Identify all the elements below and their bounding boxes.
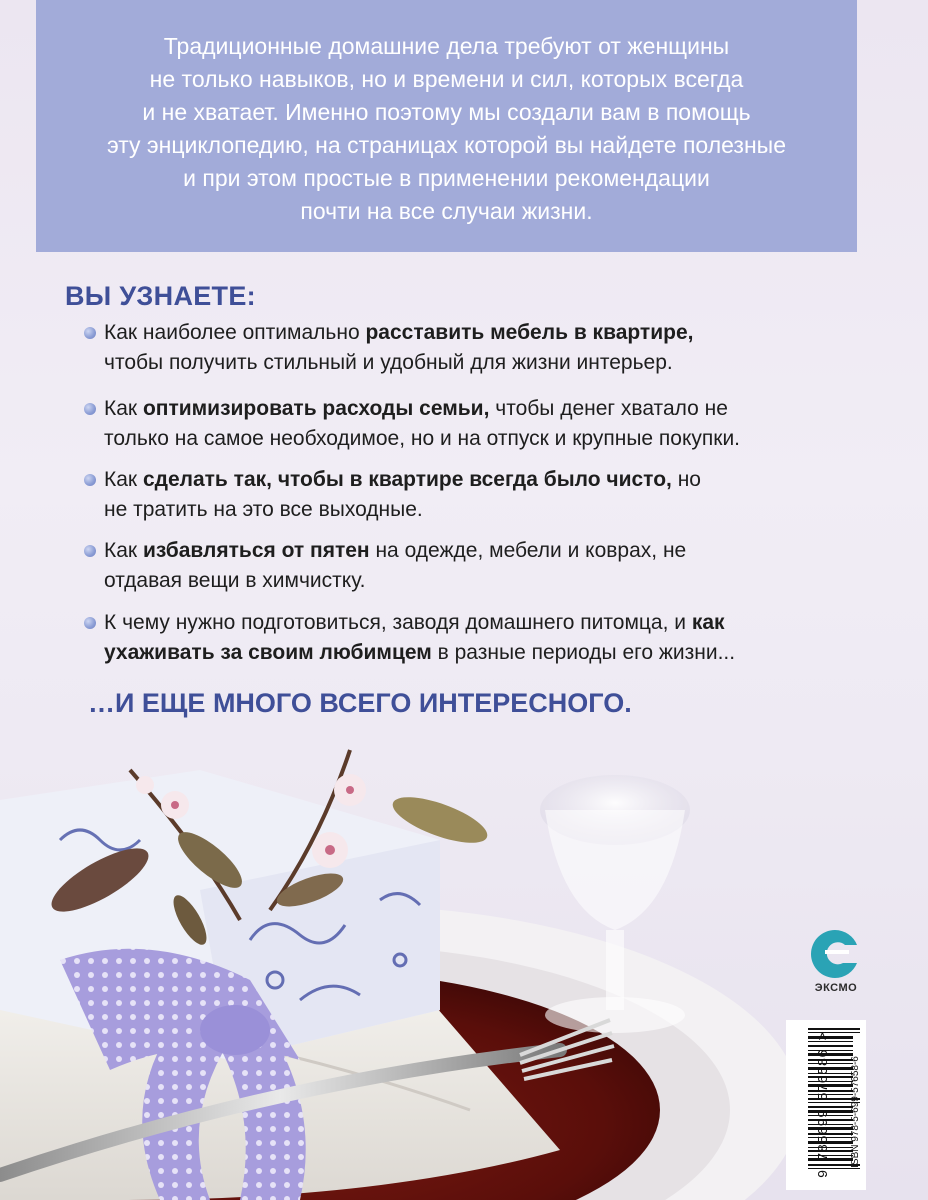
item-emphasis: расставить мебель в квартире,: [365, 321, 694, 344]
item-text: Как: [104, 397, 143, 420]
item-line: [104, 318, 693, 348]
item-text: Как: [104, 539, 143, 562]
bullet-icon: [84, 327, 96, 339]
item-text: на одежде, мебели и коврах, не: [369, 539, 687, 562]
item-line: [104, 536, 686, 566]
intro-line: не только навыков, но и времени и сил, которых всегда: [149, 66, 744, 92]
item-text: Как: [104, 468, 143, 491]
intro-line: Традиционные домашние дела требуют от женщины: [163, 33, 730, 59]
item-text: но: [671, 468, 701, 491]
item-text: не тратить на это все выходные.: [104, 498, 423, 521]
intro-line: и при этом простые в применении рекомендации: [183, 165, 710, 191]
item-emphasis: как: [691, 611, 725, 634]
item-emphasis: оптимизировать расходы семьи,: [142, 397, 490, 420]
barcode-digits: 9 785699 576586 >: [816, 1031, 832, 1179]
item-emphasis: избавляться от пятен: [142, 539, 370, 562]
intro-text: [36, 30, 857, 228]
item-line: [104, 495, 701, 525]
item-text: К чему нужно подготовиться, заводя домашнего питомца, и: [104, 611, 692, 634]
item-line: [104, 608, 735, 638]
bullet-icon: [84, 403, 96, 415]
item-text: чтобы денег хватало не: [489, 397, 728, 420]
list-item: [84, 608, 735, 668]
section-heading: ВЫ УЗНАЕТЕ:: [65, 281, 256, 311]
intro-line: почти на все случаи жизни.: [300, 198, 593, 224]
item-line: [104, 638, 735, 668]
item-text: чтобы получить стильный и удобный для жизни интерьер.: [104, 351, 673, 374]
isbn-text: ISBN 978-5-699-57658-6: [850, 1056, 861, 1168]
item-emphasis: сделать так, чтобы в квартире всегда было чисто,: [142, 468, 672, 491]
intro-line: и не хватает. Именно поэтому мы создали вам в помощь: [142, 99, 751, 125]
item-text: Как наиболее оптимально: [104, 321, 366, 344]
list-item: [84, 465, 701, 525]
list-item: [84, 536, 686, 596]
bullet-icon: [84, 545, 96, 557]
item-line: [104, 424, 740, 454]
item-text: отдавая вещи в химчистку.: [104, 569, 366, 592]
item-emphasis: ухаживать за своим любимцем: [104, 641, 432, 664]
list-item: [84, 318, 693, 378]
item-line: [104, 348, 693, 378]
intro-line: эту энциклопедию, на страницах которой вы найдете полезные: [106, 132, 786, 158]
list-item: [84, 394, 740, 454]
item-line: [104, 566, 686, 596]
publisher-name: ЭКСМО: [814, 982, 858, 994]
closing-line: …И ЕЩЕ МНОГО ВСЕГО ИНТЕРЕСНОГО.: [88, 688, 632, 718]
bullet-icon: [84, 617, 96, 629]
bullet-icon: [84, 474, 96, 486]
item-line: [104, 394, 740, 424]
item-text: только на самое необходимое, но и на отпуск и крупные покупки.: [104, 427, 741, 450]
item-line: [104, 465, 701, 495]
item-text: в разные периоды его жизни...: [431, 641, 736, 664]
